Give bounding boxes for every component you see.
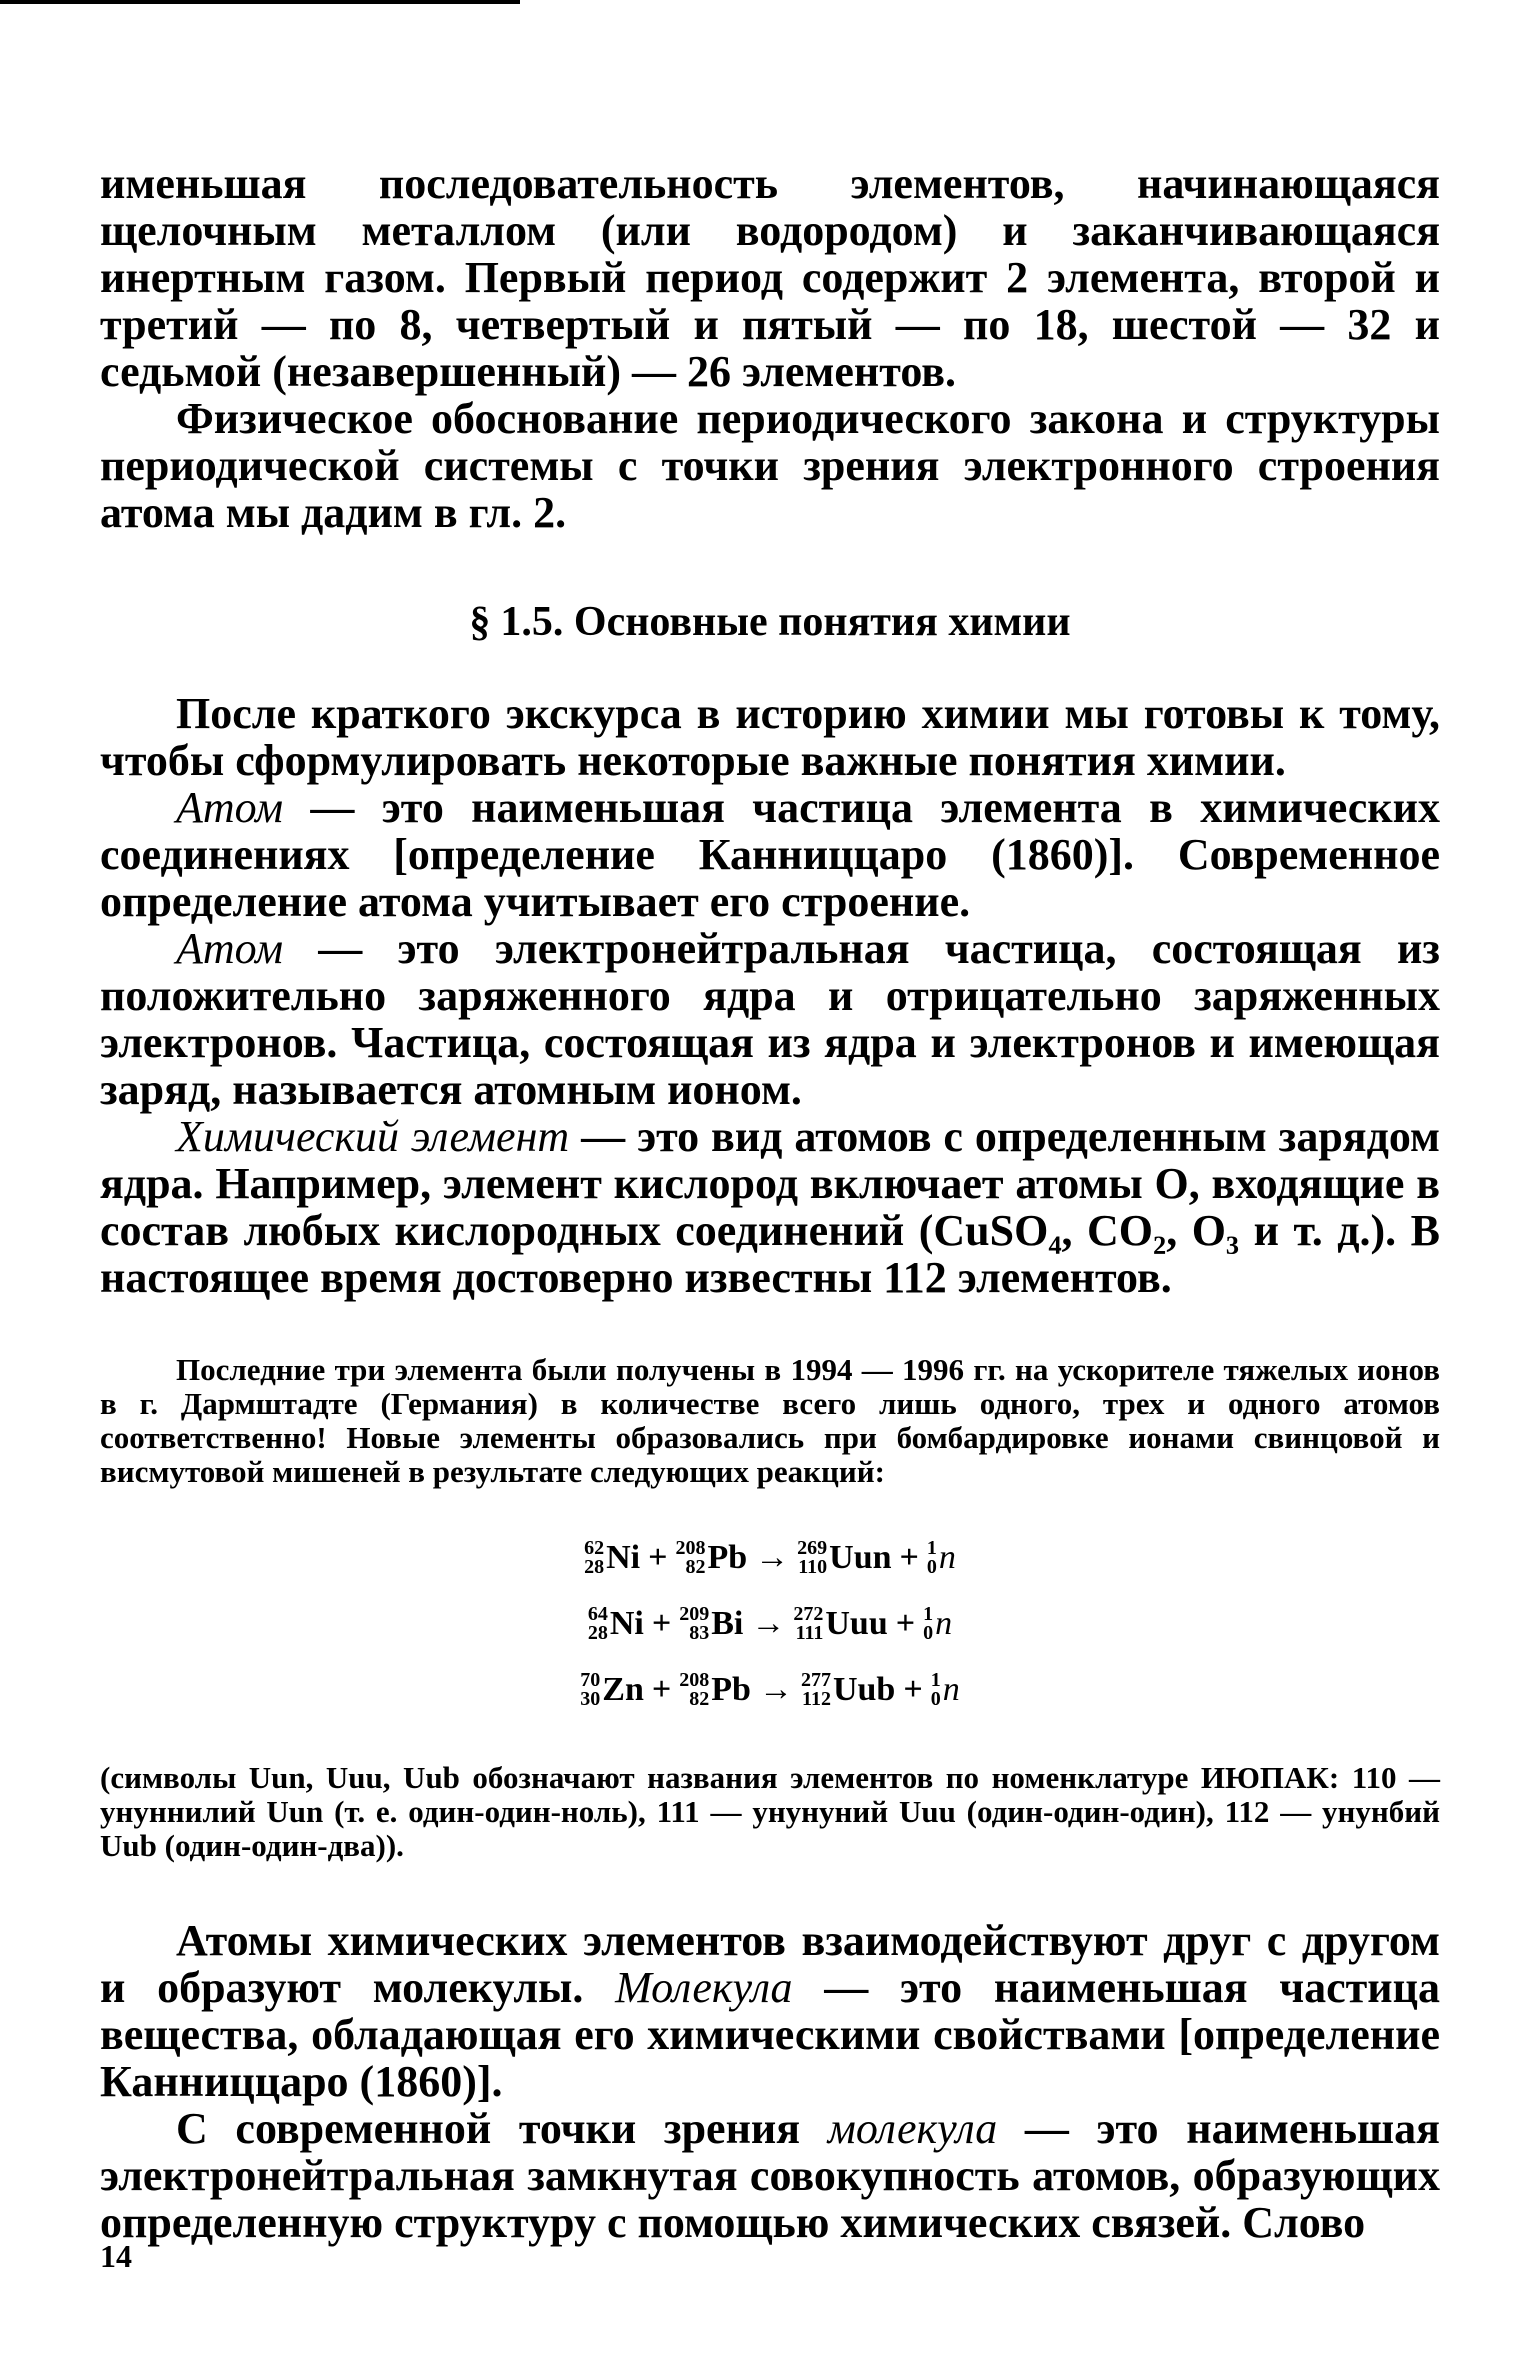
top-rule: [0, 0, 520, 4]
element-symbol: Zn: [602, 1671, 644, 1708]
paragraph-molecule-def-1: [100, 1917, 1440, 2105]
nuclide: [588, 1605, 644, 1643]
atomic-number: 82: [689, 1688, 710, 1710]
reaction-equation: [100, 1525, 1440, 1591]
nuclide: [675, 1539, 747, 1577]
nuclide: [793, 1605, 887, 1643]
paragraph-element-def: [100, 1113, 1440, 1301]
term-chemical-element: Химический элемент: [176, 1112, 570, 1161]
nuclide: [801, 1671, 895, 1709]
mass-number: 269: [797, 1537, 828, 1559]
plus-sign: +: [895, 1605, 916, 1642]
nuclide: [584, 1539, 640, 1577]
neutron-symbol: n: [935, 1605, 953, 1642]
element-symbol: Pb: [707, 1539, 748, 1576]
paragraph-atom-def-2: [100, 925, 1440, 1113]
main-text-continued: [100, 1917, 1440, 2246]
mass-number: 209: [679, 1603, 710, 1625]
element-symbol: Pb: [711, 1671, 751, 1708]
atomic-number: 28: [584, 1556, 605, 1578]
element-symbol: Ni: [609, 1605, 644, 1642]
atomic-number: 110: [798, 1556, 828, 1578]
section-symbol: §: [469, 599, 491, 645]
main-text: [100, 160, 1440, 1301]
paragraph-periods: именьшая последовательность элементов, начинающаяся щелочным металлом (или водородом) и заканчивающаяся инертным газом. Первый период содержит 2 элемента, второй и третий — по 8, четвертый и пятый — по 18, шестой — 32 и седьмой (незавершенный) — 26 элементов.: [100, 159, 1440, 396]
paragraph-physical-basis: Физическое обоснование периодического закона и структуры периодической системы с точки зрения электронного строения атома мы дадим в гл. 2.: [100, 394, 1440, 537]
page-content: [100, 160, 1440, 2246]
atomic-number: 28: [587, 1622, 608, 1644]
arrow-icon: →: [755, 1539, 790, 1576]
mass-number: 70: [580, 1669, 601, 1691]
paragraph-molecule-def-2: [100, 2105, 1440, 2246]
term-molecule: Молекула: [615, 1963, 793, 2012]
reaction-list: [100, 1525, 1440, 1723]
molecule-def-1-post: — это наименьшая частица вещества, обладающая его химическими свойствами [определение Канниццаро (1860)].: [100, 1963, 1440, 2106]
nuclide: [927, 1539, 956, 1577]
atom-def-1-text: — это наименьшая частица элемента в химических соединениях [определение Канниццаро (1860)]. Современное определение атома учитывает его строение.: [100, 783, 1440, 926]
small-print-note: [100, 1353, 1440, 1863]
nuclide: [679, 1671, 751, 1709]
mass-number: 277: [800, 1669, 831, 1691]
mass-number: 1: [930, 1669, 941, 1691]
reaction-equation: [100, 1657, 1440, 1723]
molecule-def-1-pre: Атомы химических элементов взаимодействуют друг с другом и образуют молекулы.: [100, 1916, 1440, 2012]
atomic-number: 83: [689, 1622, 710, 1644]
molecule-def-2-post: — это наименьшая электронейтральная замкнутая совокупность атомов, образующих определенную структуру с помощью химических связей. Слово: [100, 2104, 1440, 2247]
atomic-number: 82: [685, 1556, 706, 1578]
element-def-text: — это вид атомов с определенным зарядом ядра. Например, элемент кислород включает атомы О, входящие в состав любых кислородных соединений (CuSO₄, CO₂, O₃ и т. д.). В настоящее время достоверно известны 112 элементов.: [100, 1112, 1440, 1302]
plus-sign: +: [651, 1671, 672, 1708]
nuclide: [797, 1539, 891, 1577]
atomic-number: 111: [795, 1622, 824, 1644]
paragraph-atom-def-1: [100, 784, 1440, 925]
element-symbol: Bi: [711, 1605, 744, 1642]
mass-number: 1: [923, 1603, 934, 1625]
page-number: 14: [100, 2238, 132, 2274]
atomic-number: 0: [930, 1688, 941, 1710]
arrow-icon: →: [751, 1605, 786, 1642]
paragraph-intro: После краткого экскурса в историю химии мы готовы к тому, чтобы сформулировать некоторые важные понятия химии.: [100, 689, 1440, 785]
atomic-number: 30: [580, 1688, 601, 1710]
plus-sign: +: [648, 1539, 668, 1576]
atomic-number: 0: [923, 1622, 934, 1644]
mass-number: 1: [926, 1537, 937, 1559]
element-symbol: Uuu: [825, 1605, 888, 1642]
term-molecule: молекула: [827, 2104, 998, 2153]
nuclide: [679, 1605, 743, 1643]
nuclide: [931, 1671, 960, 1709]
paragraph-symbols-note: (символы Uun, Uuu, Uub обозначают названия элементов по номенклатуре ИЮПАК: 110 — унуннилий Uun (т. е. один-один-ноль), 111 — унунуний Uuu (один-один-один), 112 — унунбий Uub (один-один-два)).: [100, 1760, 1440, 1863]
section-heading: [100, 598, 1440, 646]
mass-number: 62: [584, 1537, 605, 1559]
plus-sign: +: [903, 1671, 923, 1708]
element-symbol: Uun: [829, 1539, 892, 1576]
paragraph-last-elements: Последние три элемента были получены в 1994 — 1996 гг. на ускорителе тяжелых ионов в г. Дармштадте (Германия) в количестве всего лишь одного, трех и одного атомов соответственно! Новые элементы образовались при бомбардировке ионами свинцовой и висмутовой мишеней в результате следующих реакций:: [100, 1352, 1440, 1489]
atom-def-2-text: — это электронейтральная частица, состоящая из положительно заряженного ядра и отрицательно заряженных электронов. Частица, состоящая из ядра и электронов и имеющая заряд, называется атомным ионом.: [100, 924, 1440, 1114]
term-atom: Атом: [176, 783, 284, 832]
plus-sign: +: [899, 1539, 919, 1576]
molecule-def-2-pre: С современной точки зрения: [176, 2104, 828, 2153]
neutron-symbol: n: [938, 1539, 956, 1576]
nuclide: [580, 1671, 644, 1709]
nuclide: [923, 1605, 952, 1643]
plus-sign: +: [651, 1605, 672, 1642]
mass-number: 208: [675, 1537, 706, 1559]
mass-number: 64: [587, 1603, 608, 1625]
term-atom: Атом: [176, 924, 284, 973]
mass-number: 272: [793, 1603, 824, 1625]
arrow-icon: →: [758, 1671, 793, 1708]
element-symbol: Uub: [832, 1671, 896, 1708]
element-symbol: Ni: [606, 1539, 641, 1576]
reaction-equation: [100, 1591, 1440, 1657]
atomic-number: 112: [802, 1688, 831, 1710]
atomic-number: 0: [926, 1556, 937, 1578]
mass-number: 208: [679, 1669, 710, 1691]
section-title: 1.5. Основные понятия химии: [500, 599, 1071, 645]
neutron-symbol: n: [942, 1671, 960, 1708]
